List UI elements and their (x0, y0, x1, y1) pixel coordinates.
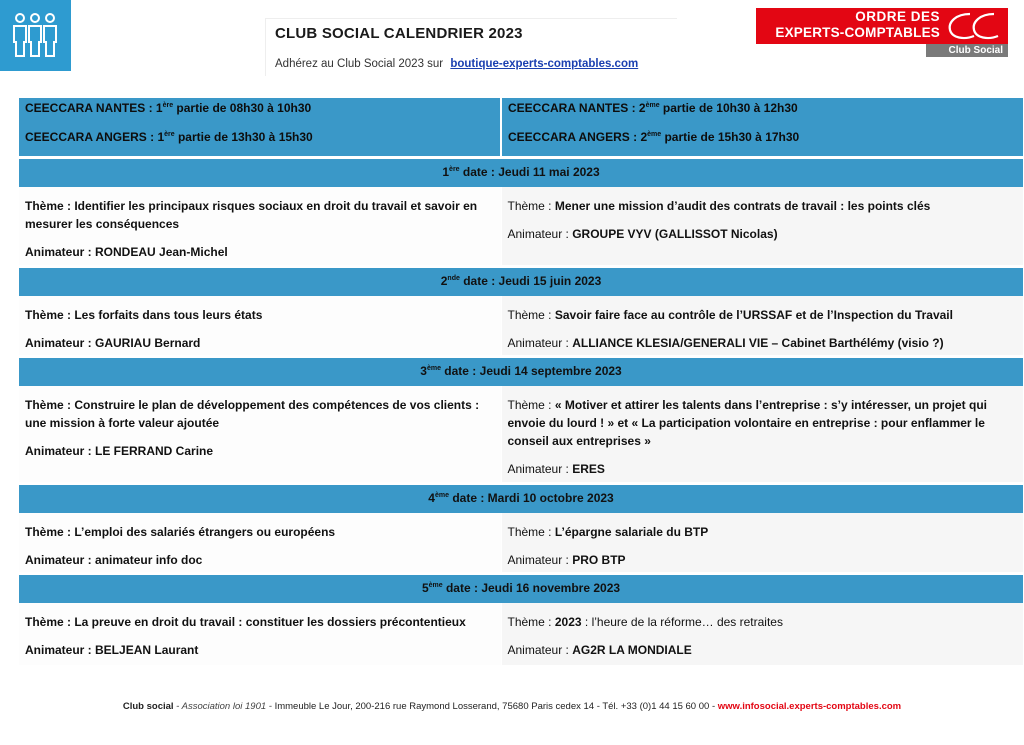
logo-swoosh-icon (942, 10, 1004, 42)
shop-link[interactable]: boutique-experts-comptables.com (450, 58, 639, 70)
date-row (19, 484, 1023, 513)
theme: Thème : Les forfaits dans tous leurs états (25, 307, 263, 322)
oec-logo (756, 8, 1008, 57)
footer-address: Immeuble Le Jour, 200-216 rue Raymond Losserand, 75680 Paris cedex 14 - Tél. +33 (0)1 44 15 60 00 - (274, 701, 718, 712)
workshop-right (501, 386, 1023, 484)
theme: Thème : 2023 : l’heure de la réforme… des retraites (507, 614, 783, 629)
animateur: Animateur : GAURIAU Bernard (25, 335, 201, 350)
title-box (265, 18, 677, 76)
theme: Thème : Construire le plan de développement des compétences de vos clients : une mission à forte valeur ajoutée (25, 397, 480, 430)
page-title: CLUB SOCIAL CALENDRIER 2023 (275, 25, 523, 42)
date-content-row (19, 513, 1023, 574)
theme: Thème : Identifier les principaux risques sociaux en droit du travail et savoir en mesurer les conséquences (25, 198, 478, 231)
workshop-left (19, 603, 501, 665)
theme: Thème : L’épargne salariale du BTP (507, 524, 709, 539)
sessions-header-row (19, 98, 1023, 158)
date-title: 2nde date : Jeudi 15 juin 2023 (19, 267, 1023, 296)
subtitle (275, 58, 638, 70)
theme: Thème : La preuve en droit du travail : constituer les dossiers précontentieux (25, 614, 466, 629)
date-title: 1ère date : Jeudi 11 mai 2023 (19, 158, 1023, 187)
subtitle-text: Adhérez au Club Social 2023 sur (275, 58, 444, 70)
footer (0, 701, 1024, 712)
animateur: Animateur : RONDEAU Jean-Michel (25, 244, 228, 259)
theme: Thème : L’emploi des salariés étrangers ou européens (25, 524, 336, 539)
sessions-right (501, 98, 1023, 158)
workshop-right (501, 187, 1023, 267)
animateur: Animateur : GROUPE VYV (GALLISSOT Nicolas) (507, 226, 778, 241)
logo-line-1: ORDRE DES (855, 9, 940, 24)
session-line: CEECCARA NANTES : 2ème partie de 10h30 à 12h30 (508, 101, 798, 115)
animateur: Animateur : LE FERRAND Carine (25, 443, 214, 458)
animateur: Animateur : ALLIANCE KLESIA/GENERALI VIE – Cabinet Barthélémy (visio ?) (507, 335, 944, 350)
footer-website-link[interactable]: www.infosocial.experts-comptables.com (717, 701, 902, 712)
animateur: Animateur : animateur info doc (25, 552, 203, 567)
footer-org: Club social (122, 701, 174, 712)
date-row (19, 267, 1023, 296)
workshop-right (501, 296, 1023, 357)
date-content-row (19, 187, 1023, 267)
footer-assoc: - Association loi 1901 - (173, 701, 275, 712)
sessions-left (19, 98, 501, 158)
workshop-left (19, 513, 501, 574)
date-content-row (19, 296, 1023, 357)
animateur: Animateur : AG2R LA MONDIALE (507, 642, 692, 657)
session-line: CEECCARA NANTES : 1ère partie de 08h30 à 10h30 (25, 101, 312, 115)
date-row (19, 574, 1023, 603)
calendar-table (19, 98, 1023, 665)
workshop-left (19, 187, 501, 267)
logo-tag: Club Social (926, 44, 1008, 57)
date-title: 3ème date : Jeudi 14 septembre 2023 (19, 357, 1023, 386)
animateur: Animateur : BELJEAN Laurant (25, 642, 199, 657)
date-title: 5ème date : Jeudi 16 novembre 2023 (19, 574, 1023, 603)
date-title: 4ème date : Mardi 10 octobre 2023 (19, 484, 1023, 513)
session-line: CEECCARA ANGERS : 2ème partie de 15h30 à 17h30 (508, 130, 800, 144)
workshop-left (19, 296, 501, 357)
theme: Thème : Mener une mission d’audit des contrats de travail : les points clés (507, 198, 931, 213)
session-line: CEECCARA ANGERS : 1ère partie de 13h30 à 15h30 (25, 130, 313, 144)
animateur: Animateur : ERES (507, 461, 605, 476)
date-content-row (19, 603, 1023, 665)
theme: Thème : Savoir faire face au contrôle de l’URSSAF et de l’Inspection du Travail (507, 307, 953, 322)
people-group-icon (10, 10, 60, 60)
date-content-row (19, 386, 1023, 484)
animateur: Animateur : PRO BTP (507, 552, 626, 567)
theme: Thème : « Motiver et attirer les talents dans l’entreprise : s’y intéresser, un projet qui envoie du lourd ! » et « La participation volontaire en entreprise : pour enflammer le conseil aux entreprises » (507, 397, 987, 448)
workshop-right (501, 603, 1023, 665)
club-icon-box (0, 0, 71, 71)
workshop-right (501, 513, 1023, 574)
date-row (19, 158, 1023, 187)
logo-line-2: EXPERTS-COMPTABLES (775, 25, 940, 40)
workshop-left (19, 386, 501, 484)
date-row (19, 357, 1023, 386)
